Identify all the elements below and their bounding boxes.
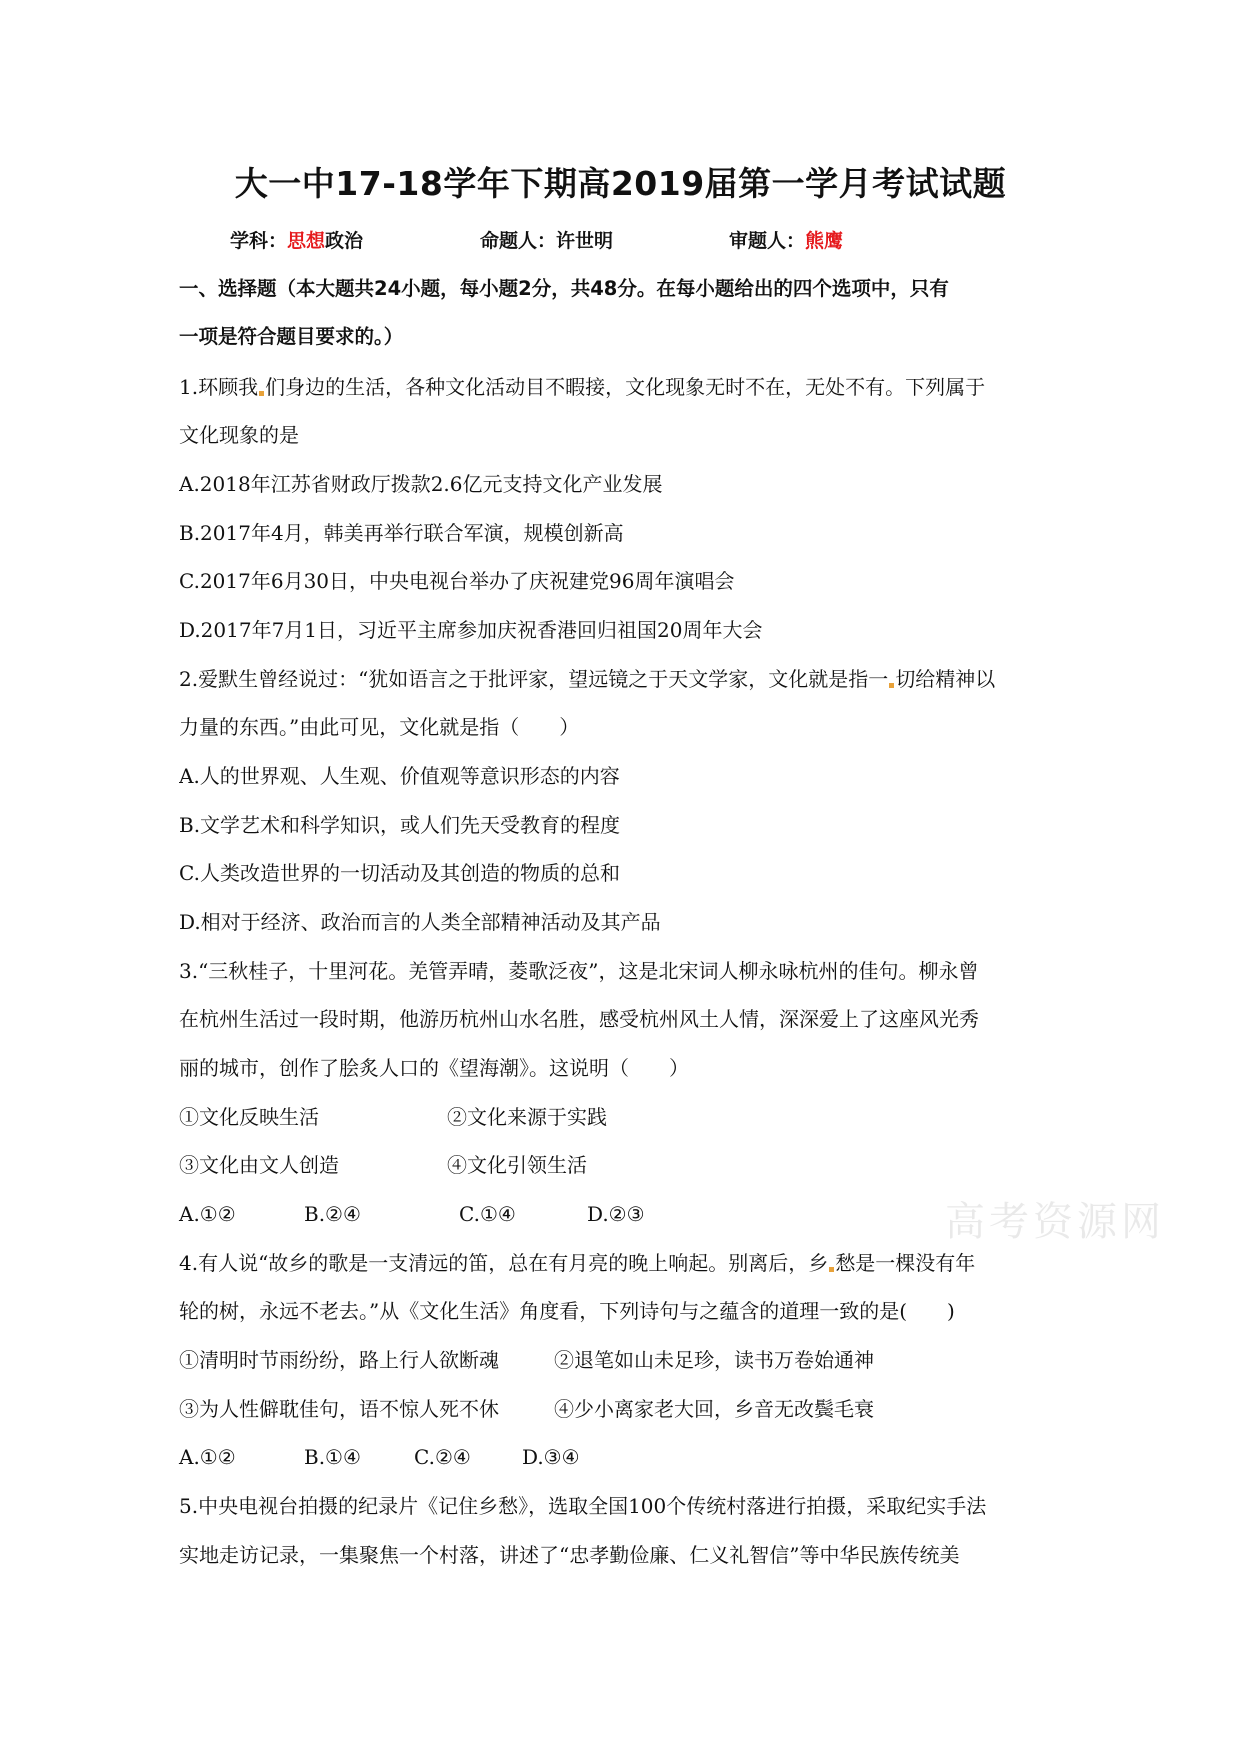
- watermark: 高考资源网: [945, 1199, 1165, 1245]
- q4-option-d: D.③④: [522, 1445, 580, 1469]
- subject-value-red: 思想: [287, 230, 326, 252]
- q3-option-b: B.②④: [304, 1202, 361, 1226]
- q4-statement-3: ③为人性僻耽佳句，语不惊人死不休: [179, 1397, 499, 1421]
- q4-option-a: A.①②: [179, 1445, 236, 1469]
- q3-stem-cont-1: 在杭州生活过一段时期，他游历杭州山水名胜，感受杭州风土人情，深深爱上了这座风光秀: [179, 1007, 979, 1031]
- q2-option-a: A.人的世界观、人生观、价值观等意识形态的内容: [179, 764, 620, 788]
- subject-label: 学科：: [230, 230, 288, 252]
- exam-title: 大一中17-18学年下期高2019届第一学月考试试题: [234, 164, 1007, 203]
- q1-stem-part-a: 1.环顾我: [179, 375, 259, 399]
- q3-option-c: C.①④: [459, 1202, 516, 1226]
- q3-statement-1: ①文化反映生活: [179, 1105, 319, 1129]
- q5-stem: 5.中央电视台拍摄的纪录片《记住乡愁》，选取全国100个传统村落进行拍摄，采取纪实手法: [179, 1494, 987, 1518]
- q1-option-d: D.2017年7月1日，习近平主席参加庆祝香港回归祖国20周年大会: [179, 618, 763, 642]
- q4-statement-1: ①清明时节雨纷纷，路上行人欲断魂: [179, 1348, 499, 1372]
- highlight-mark: [829, 1267, 834, 1272]
- author-label: 命题人：: [480, 230, 557, 252]
- q4-stem-part-a: 4.有人说“故乡的歌是一支清远的笛，总在有月亮的晚上响起。别离后，乡: [179, 1251, 829, 1275]
- reviewer-label: 审题人：: [729, 230, 806, 252]
- section-heading-cont: 一项是符合题目要求的。）: [179, 325, 404, 348]
- q1-option-a: A.2018年江苏省财政厅拨款2.6亿元支持文化产业发展: [179, 472, 663, 496]
- highlight-mark: [889, 683, 894, 688]
- q2-stem-cont: 力量的东西。”由此可见，文化就是指（ ）: [179, 715, 580, 739]
- q4-stem-part-b: 愁是一棵没有年: [835, 1251, 976, 1275]
- author-value: 许世明: [556, 230, 614, 252]
- q1-option-b: B.2017年4月，韩美再举行联合军演，规模创新高: [179, 521, 624, 545]
- q3-stem: 3.“三秋桂子，十里河花。羌管弄晴，菱歌泛夜”，这是北宋词人柳永咏杭州的佳句。柳永曾: [179, 959, 979, 983]
- subject-field: [230, 226, 363, 256]
- q1-stem: [179, 372, 1069, 402]
- q3-statement-4: ④文化引领生活: [447, 1153, 587, 1177]
- q3-statement-2: ②文化来源于实践: [447, 1105, 607, 1129]
- q2-option-b: B.文学艺术和科学知识，或人们先天受教育的程度: [179, 813, 621, 837]
- q3-option-d: D.②③: [587, 1202, 645, 1226]
- q2-option-d: D.相对于经济、政治而言的人类全部精神活动及其产品: [179, 910, 661, 934]
- q2-stem-part-b: 切给精神以: [895, 667, 996, 691]
- q3-option-a: A.①②: [179, 1202, 236, 1226]
- q4-option-c: C.②④: [414, 1445, 471, 1469]
- highlight-mark: [259, 391, 264, 396]
- q2-option-c: C.人类改造世界的一切活动及其创造的物质的总和: [179, 861, 620, 885]
- q1-option-c: C.2017年6月30日，中央电视台举办了庆祝建党96周年演唱会: [179, 569, 735, 593]
- q1-stem-part-b: 们身边的生活，各种文化活动目不暇接，文化现象无时不在，无处不有。下列属于: [265, 375, 986, 399]
- q4-stem-cont: 轮的树，永远不老去。”从《文化生活》角度看，下列诗句与之蕴含的道理一致的是( ): [179, 1299, 955, 1323]
- q1-stem-cont: 文化现象的是: [179, 423, 299, 447]
- reviewer-value: 熊鹰: [805, 230, 844, 252]
- q4-option-b: B.①④: [304, 1445, 361, 1469]
- q3-stem-cont-2: 丽的城市，创作了脍炙人口的《望海潮》。这说明（ ）: [179, 1056, 689, 1080]
- q4-stem: [179, 1248, 1069, 1278]
- q2-stem-part-a: 2.爱默生曾经说过：“犹如语言之于批评家，望远镜之于天文学家，文化就是指一: [179, 667, 889, 691]
- author-field: [480, 226, 613, 256]
- q2-stem: [179, 664, 1069, 694]
- subject-value: 政治: [325, 230, 364, 252]
- q5-stem-cont: 实地走访记录，一集聚焦一个村落，讲述了“忠孝勤俭廉、仁义礼智信”等中华民族传统美: [179, 1543, 960, 1567]
- q3-statement-3: ③文化由文人创造: [179, 1153, 339, 1177]
- q4-statement-4: ④少小离家老大回，乡音无改鬓毛衰: [554, 1397, 874, 1421]
- section-heading: 一、选择题（本大题共24小题，每小题2分，共48分。在每小题给出的四个选项中，只有: [179, 277, 949, 300]
- q4-statement-2: ②退笔如山未足珍，读书万卷始通神: [554, 1348, 874, 1372]
- reviewer-field: [729, 226, 843, 256]
